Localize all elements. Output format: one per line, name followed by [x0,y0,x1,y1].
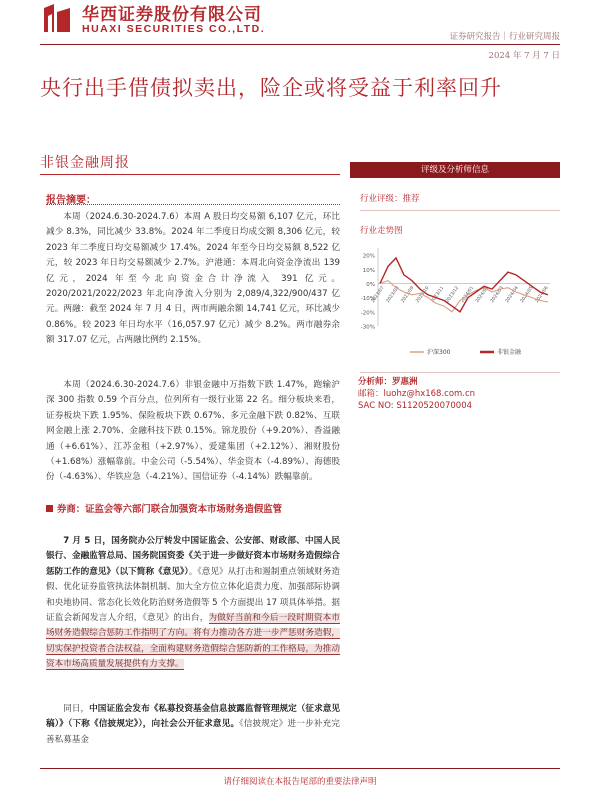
sidebar-divider-bottom [360,372,560,373]
x-tick-label: 2023/10 [415,285,431,304]
y-tick-label: 20% [362,253,375,260]
trend-label: 行业走势图 [360,226,403,236]
paragraph-csrc-policy [46,534,340,673]
section-label: 非银金融周报 [40,155,130,171]
y-tick-label: -30% [360,324,375,331]
paragraph-csrc-bold: 7 月 5 日，国务院办公厅转发中国证监会、公安部、财政部、中国人民银行、金融监管总局、国务院国资委《关于进一步做好资本市场财务造假综合惩防工作的意见》（以下简称《意见》） [46,536,340,577]
rating-sidebar [350,162,560,356]
bullet-heading [46,502,340,517]
trend-chart-svg [350,242,560,362]
summary-heading: 报告摘要： [46,195,96,206]
paragraph-private-fund-bold: 中国证监会发布《私募投资基金信息披露监督管理规定（征求意见稿）》（下称《信披规定》），向社会公开征求意见。 [46,704,340,730]
paragraph-private-fund [46,702,340,748]
legend-label: 沪深300 [427,349,451,356]
sac-number: SAC NO: S1120520070004 [358,401,473,411]
x-tick-label: 2023/07 [370,285,386,304]
x-tick-label: 2024/02 [475,285,491,304]
x-tick-label: 2024/03 [490,285,505,304]
paragraph-private-fund-lead: 同日， [63,704,90,714]
paragraph-market-overview: 本周（2024.6.30-2024.7.6）本周 A 股日均交易额 6,107 亿元，环比减少 8.3%，同比减少 33.8%。2024 年二季度日均成交额 8,306 亿元，较 2023 年二季度日均交易额减少 17.4%。2024 年至今日均交易额 8,522 亿元，较 2023 年日均交易额减少 2.7%。沪港通：本周北向资金净流出 139 亿元，2024 年至今北向资金合计净流入 391 亿元。2020/2021/2022/2023 年北向净流入分别为 2,089/4,322/900/437 亿元。两融：截至 2024 年 7 月 4 日，两市两融余额 14,741 亿元，环比减少 0.86%。较 2023 年日均水平（16,057.97 亿元）减少 8.2%。两市融券余额 317.07 亿元，占两融比例约 2.15%。 [46,212,340,346]
huaxi-logo-icon [40,2,74,36]
x-tick-label: 2024/04 [504,285,520,304]
y-tick-label: -10% [360,296,375,303]
analyst-name: 罗惠洲 [392,377,418,387]
legend-label: 非银金融 [497,349,522,356]
x-tick-label: 2024/01 [460,285,476,304]
industry-rating [360,192,420,204]
report-title: 央行出手借债拟卖出，险企或将受益于利率回升 [40,76,502,100]
x-tick-label: 2024/06 [534,285,550,304]
email-label: 邮箱： [358,389,384,399]
paragraph-csrc-text: 。《意见》从打击和遏制重点领域财务造假、优化证券监管执法体制机制、加大全方位立体化追责力度、加强部际协调和央地协同、常态化长效化防治财务造假等 5 个方面提出 17 项具体举措。据证监会新闻发言人介绍，《意见》的出台， [46,566,341,624]
rating-value: 推荐 [402,194,420,204]
header-divider [40,44,560,45]
paragraph-private-fund-text: 《信披规定》进一步补充完善私募基金 [46,719,340,745]
paragraph-sector-performance: 本周（2024.6.30-2024.7.6）非银金融中万指数下跌 1.47%，跑输沪深 300 指数 0.59 个百分点，位列所有一级行业第 22 名。细分板块来看，证券板块下跌 1.95%、保险板块下跌 0.67%、多元金融下跌 0.82%、互联网金融上涨 2.70%、金融科技下跌 0.15%。锦龙股份（+9.20%）、香溢融通（+6.61%）、江苏金租（+2.97%）、爱建集团（+2.12%）、湘财股份（+1.68%）涨幅靠前。中金公司（-5.54%）、华金资本（-4.89%）、海德股份（-4.63%）、华铁应急（-4.21%）、国信证券（-4.14%）跌幅靠前。 [46,380,340,483]
x-tick-label: 2023/09 [400,285,416,304]
rating-label: 行业评级： [360,194,403,204]
sidebar-divider [360,210,560,211]
trend-chart [350,242,560,442]
analyst-info [358,376,558,412]
y-tick-label: -20% [360,310,375,317]
email-line [358,388,558,400]
x-tick-label: 2023/08 [385,285,401,304]
company-name-cn: 华西证券股份有限公司 [82,5,262,25]
bullet-heading-text: 券商：证监会等六部门联合加强资本市场财务造假监管 [57,504,283,515]
analyst-line [358,376,558,388]
x-tick-label: 2023/12 [445,285,461,304]
company-name-en: HUAXI SECURITIES CO.,LTD. [82,23,266,35]
report-date: 2024 年 7 月 7 日 [488,51,560,61]
bullet-square-icon [46,505,53,512]
summary-divider [46,204,340,205]
report-type: 证券研究报告｜行业研究周报 [449,32,560,42]
paragraph-csrc-highlight: 为做好当前和今后一段时期资本市场财务造假综合惩防工作指明了方向。将有力推动各方进一步严惩财务造假，切实保护投资者合法权益，全面构建财务造假综合惩防新的工作格局，为推动资本市场高质量发展提供有力支撑。 [46,613,340,670]
sidebar-title: 评级及分析师信息 [350,162,560,178]
y-tick-label: 10% [362,267,375,274]
analyst-label: 分析师： [358,377,393,387]
x-tick-label: 2023/11 [430,285,446,304]
x-tick-label: 2024/05 [519,285,535,304]
y-tick-label: 0% [366,281,375,288]
section-divider [40,174,340,175]
footer-divider [40,768,560,769]
analyst-email[interactable]: luohz@hx168.com.cn [383,389,476,399]
legal-notice: 请仔细阅读在本报告尾部的重要法律声明 [223,777,377,787]
company-logo [40,0,300,44]
